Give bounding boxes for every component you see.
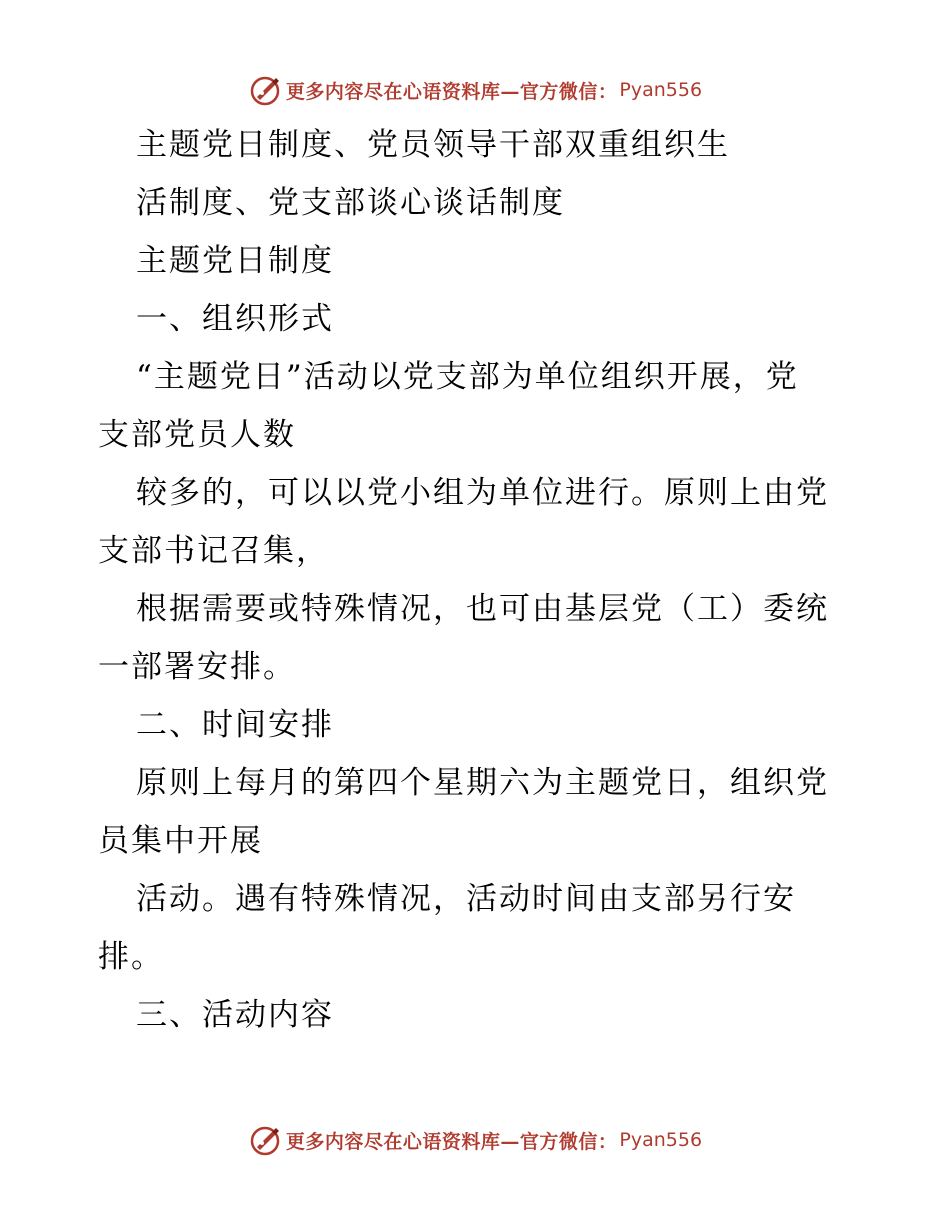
paragraph-line: 原则上每月的第四个星期六为主题党日，组织党 xyxy=(136,765,829,801)
paragraph-line: 根据需要或特殊情况，也可由基层党（工）委统 xyxy=(136,591,829,627)
title-line-2: 活制度、党支部谈心谈话制度 xyxy=(136,185,565,221)
title-line-1: 主题党日制度、党员领导干部双重组织生 xyxy=(136,127,730,163)
paragraph-line: 较多的，可以以党小组为单位进行。原则上由党 xyxy=(136,475,829,511)
paragraph-line: 一部署安排。 xyxy=(98,649,296,685)
document-body xyxy=(98,116,854,1044)
section-title: 主题党日制度 xyxy=(136,243,334,279)
paragraph-line: 支部党员人数 xyxy=(98,417,296,453)
heading-2: 二、时间安排 xyxy=(136,707,334,743)
heading-3: 三、活动内容 xyxy=(136,997,334,1033)
paragraph-line: 活动。遇有特殊情况，活动时间由支部另行安 xyxy=(136,881,796,917)
heading-1: 一、组织形式 xyxy=(136,301,334,337)
pen-logo-icon xyxy=(248,73,282,107)
header-watermark xyxy=(0,70,950,110)
watermark-text: 更多内容尽在心语资料库—官方微信： xyxy=(285,1130,618,1153)
pen-logo-icon xyxy=(248,1123,282,1157)
paragraph-line: 员集中开展 xyxy=(98,823,263,859)
paragraph-line: 支部书记召集， xyxy=(98,533,329,569)
paragraph-line: “主题党日”活动以党支部为单位组织开展，党 xyxy=(136,359,799,395)
watermark-account: Pyan556 xyxy=(619,1129,703,1151)
watermark-account: Pyan556 xyxy=(619,79,703,101)
footer-watermark xyxy=(0,1120,950,1160)
paragraph-line: 排。 xyxy=(98,939,164,975)
watermark-text: 更多内容尽在心语资料库—官方微信： xyxy=(285,80,618,103)
